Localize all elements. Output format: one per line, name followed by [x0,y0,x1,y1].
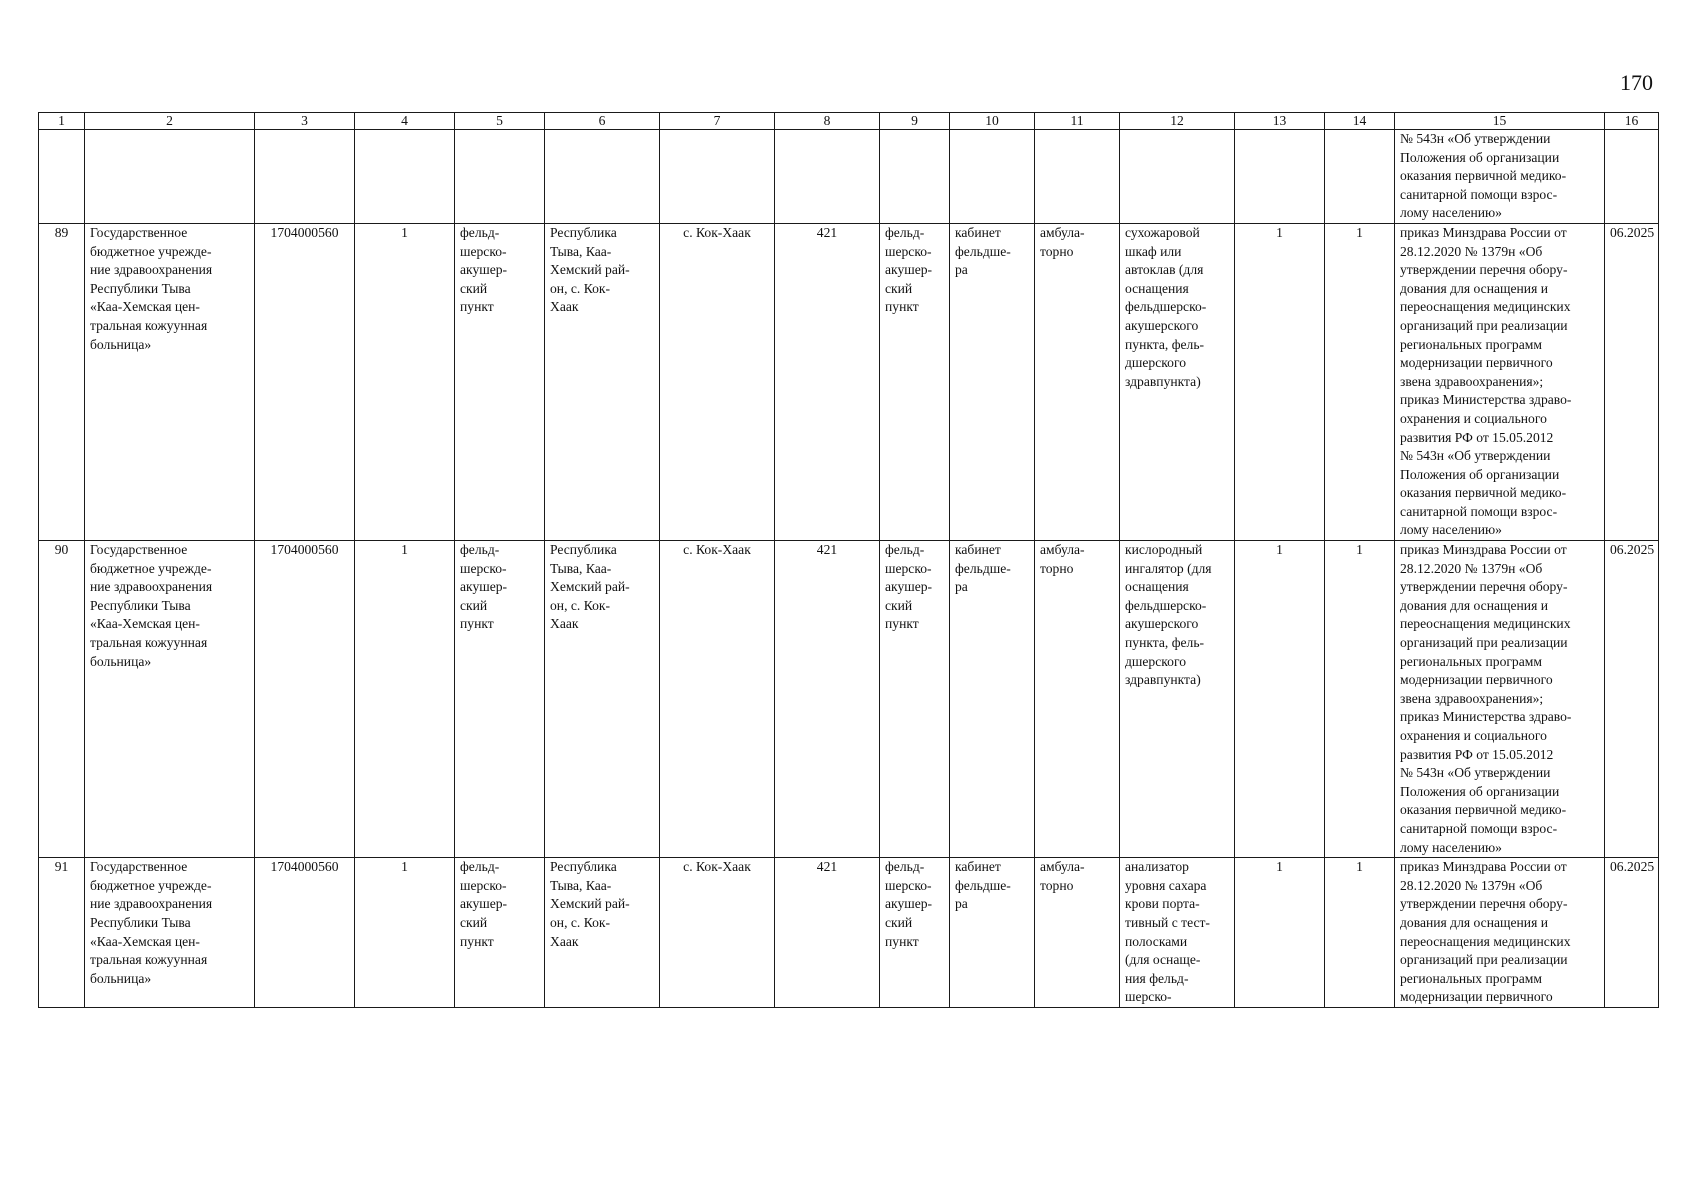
care-form-cell: амбула- торно [1035,223,1120,540]
organization-cell: Государственное бюджетное учрежде- ние здравоохранения Республики Тыва «Каа-Хемская цен- тральная кожуунная больница» [85,541,255,858]
organization-cell: Государственное бюджетное учрежде- ние здравоохранения Республики Тыва «Каа-Хемская цен- тральная кожуунная больница» [85,858,255,1008]
org-code-cell: 1704000560 [255,223,355,540]
legal-basis-cell: приказ Минздрава России от 28.12.2020 № 1379н «Об утверждении перечня обору- дования для оснащения и переоснащения медицинских организаций при реализации региональных программ модернизации первичного [1395,858,1605,1008]
room-cell: кабинет фельдше- ра [950,858,1035,1008]
row-number-cell: 90 [39,541,85,858]
locality-cell: с. Кок-Хаак [660,858,775,1008]
continuation-row [39,130,1659,224]
column-header: 14 [1325,113,1395,130]
column-header: 6 [545,113,660,130]
column-header: 7 [660,113,775,130]
column-header: 4 [355,113,455,130]
population-cell: 421 [775,858,880,1008]
address-cell: Республика Тыва, Каа- Хемский рай- он, с. Кок- Хаак [545,858,660,1008]
count-cell: 1 [1235,858,1325,1008]
population-cell: 421 [775,223,880,540]
organization-cell: Государственное бюджетное учрежде- ние здравоохранения Республики Тыва «Каа-Хемская цен- тральная кожуунная больница» [85,223,255,540]
locality-cell: с. Кок-Хаак [660,223,775,540]
unit-type-cell: фельд- шерско- акушер- ский пункт [455,541,545,858]
quantity-cell: 1 [355,223,455,540]
page-number: 170 [1620,70,1653,95]
room-cell: кабинет фельдше- ра [950,223,1035,540]
org-code-cell: 1704000560 [255,541,355,858]
equipment-cell: кислородный ингалятор (для оснащения фельдшерско- акушерского пункта, фель- дшерского здравпункта) [1120,541,1235,858]
column-header: 1 [39,113,85,130]
care-form-cell: амбула- торно [1035,541,1120,858]
count-cell: 1 [1235,541,1325,858]
column-header: 9 [880,113,950,130]
column-header: 11 [1035,113,1120,130]
legal-basis-cell: № 543н «Об утверждении Положения об организации оказания первичной медико- санитарной помощи взрос- лому населению» [1395,130,1605,224]
column-number-header-row [39,113,1659,130]
row-number-cell: 91 [39,858,85,1008]
legal-basis-cell: приказ Минздрава России от 28.12.2020 № 1379н «Об утверждении перечня обору- дования для оснащения и переоснащения медицинских организаций при реализации региональных программ модернизации первичного звена здравоохранения»; приказ Министерства здраво- охранения и социального развития РФ от 15.05.2012 № 543н «Об утверждении Положения об организации оказания первичной медико- санитарной помощи взрос- лому населению» [1395,223,1605,540]
org-code-cell: 1704000560 [255,858,355,1008]
column-header: 2 [85,113,255,130]
column-header: 13 [1235,113,1325,130]
unit-type-cell: фельд- шерско- акушер- ский пункт [455,858,545,1008]
column-header: 5 [455,113,545,130]
room-cell: кабинет фельдше- ра [950,541,1035,858]
unit-type-cell: фельд- шерско- акушер- ский пункт [455,223,545,540]
quantity-cell: 1 [355,541,455,858]
equipment-table [38,112,1659,1008]
quantity-cell: 1 [355,858,455,1008]
population-cell: 421 [775,541,880,858]
count-cell: 1 [1325,541,1395,858]
date-cell: 06.2025 [1605,223,1659,540]
table-row [39,858,1659,1008]
subdivision-cell: фельд- шерско- акушер- ский пункт [880,223,950,540]
equipment-cell: анализатор уровня сахара крови порта- тивный с тест- полосками (для оснаще- ния фельд- шерско- [1120,858,1235,1008]
address-cell: Республика Тыва, Каа- Хемский рай- он, с. Кок- Хаак [545,541,660,858]
count-cell: 1 [1325,223,1395,540]
column-header: 3 [255,113,355,130]
address-cell: Республика Тыва, Каа- Хемский рай- он, с. Кок- Хаак [545,223,660,540]
count-cell: 1 [1325,858,1395,1008]
table-row [39,223,1659,540]
column-header: 15 [1395,113,1605,130]
date-cell: 06.2025 [1605,541,1659,858]
column-header: 12 [1120,113,1235,130]
locality-cell: с. Кок-Хаак [660,541,775,858]
subdivision-cell: фельд- шерско- акушер- ский пункт [880,541,950,858]
row-number-cell: 89 [39,223,85,540]
equipment-cell: сухожаровой шкаф или автоклав (для оснащения фельдшерско- акушерского пункта, фель- дшерского здравпункта) [1120,223,1235,540]
column-header: 16 [1605,113,1659,130]
column-header: 8 [775,113,880,130]
count-cell: 1 [1235,223,1325,540]
date-cell: 06.2025 [1605,858,1659,1008]
legal-basis-cell: приказ Минздрава России от 28.12.2020 № 1379н «Об утверждении перечня обору- дования для оснащения и переоснащения медицинских организаций при реализации региональных программ модернизации первичного звена здравоохранения»; приказ Министерства здраво- охранения и социального развития РФ от 15.05.2012 № 543н «Об утверждении Положения об организации оказания первичной медико- санитарной помощи взрос- лому населению» [1395,541,1605,858]
subdivision-cell: фельд- шерско- акушер- ский пункт [880,858,950,1008]
table-row [39,541,1659,858]
care-form-cell: амбула- торно [1035,858,1120,1008]
column-header: 10 [950,113,1035,130]
